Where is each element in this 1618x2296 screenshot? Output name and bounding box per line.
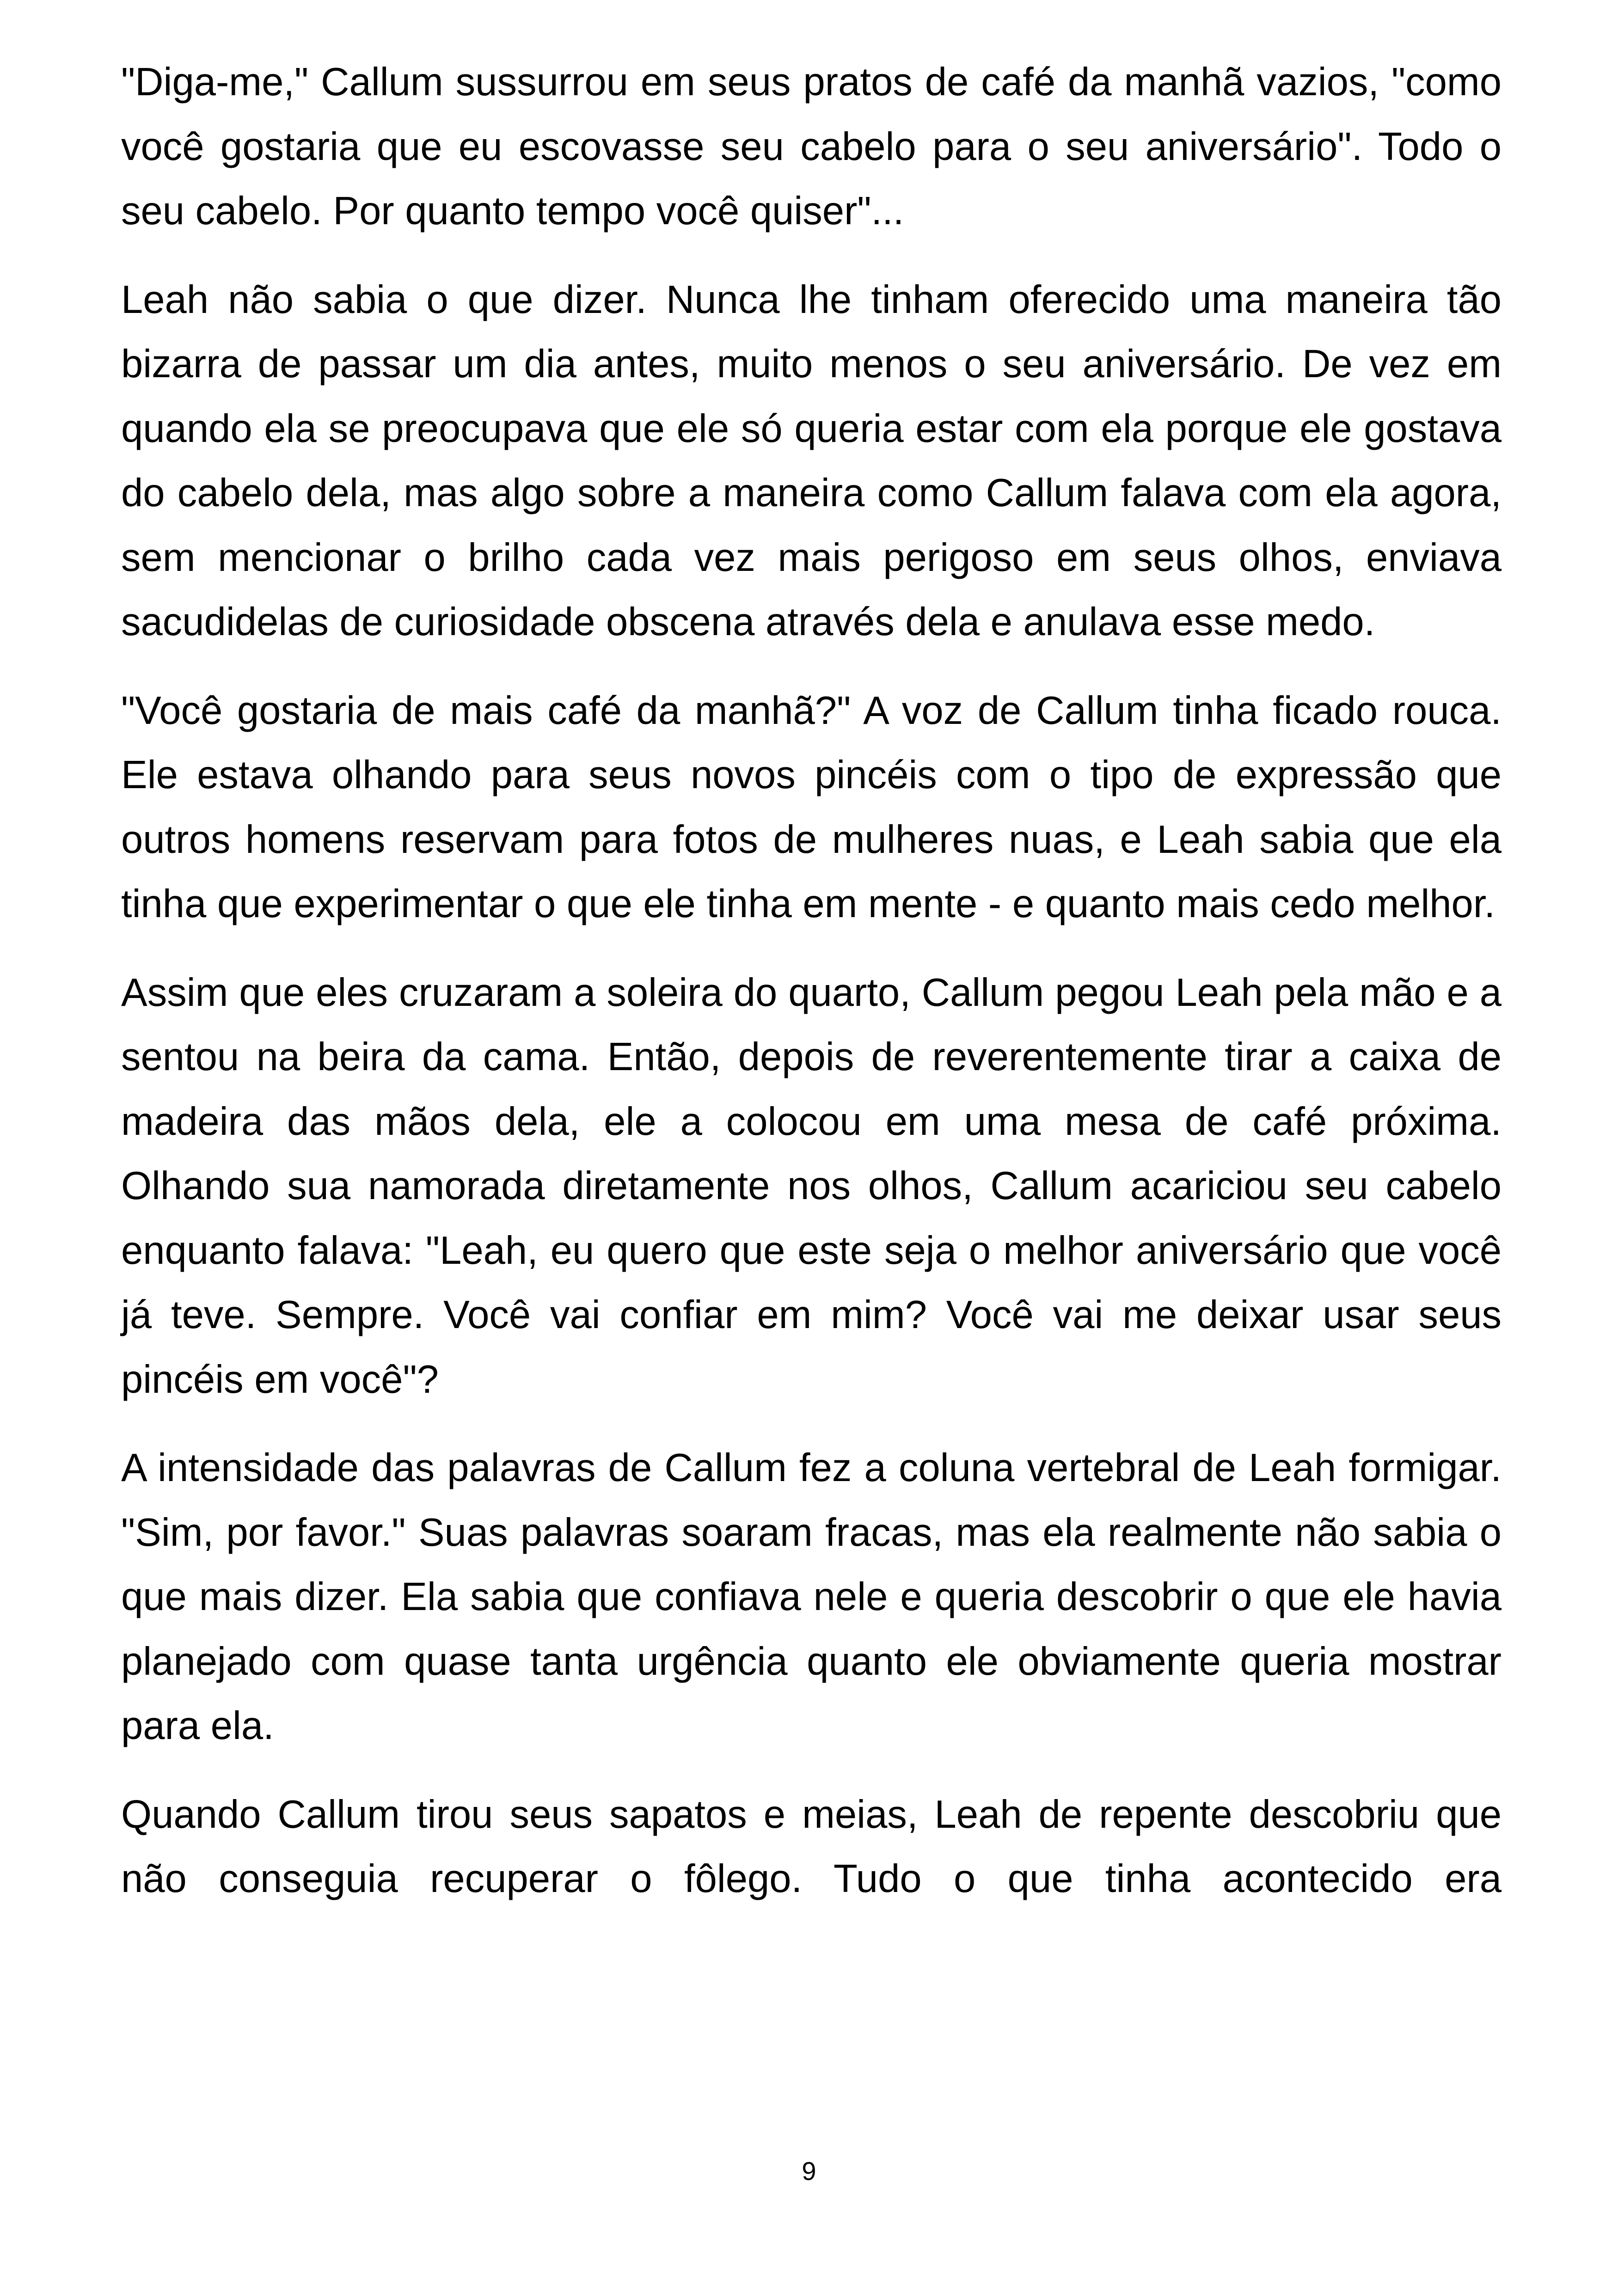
- body-text: [121, 50, 1502, 1935]
- page-number: 9: [802, 2156, 816, 2186]
- paragraph-4: Assim que eles cruzaram a soleira do quarto, Callum pegou Leah pela mão e a sentou na beira da cama. Então, depois de reverentemente tirar a caixa de madeira das mãos dela, ele a colocou em uma mesa de café próxima. Olhando sua namorada diretamente nos olhos, Callum acariciou seu cabelo enquanto falava: "Leah, eu quero que este seja o melhor aniversário que você já teve. Sempre. Você vai confiar em mim? Você vai me deixar usar seus pincéis em você"?: [121, 970, 1502, 1402]
- paragraph-1: "Diga-me," Callum sussurrou em seus pratos de café da manhã vazios, "como você gostaria que eu escovasse seu cabelo para o seu aniversário". Todo o seu cabelo. Por quanto tempo você quiser"...: [121, 60, 1502, 233]
- paragraph-2: Leah não sabia o que dizer. Nunca lhe tinham oferecido uma maneira tão bizarra de passar um dia antes, muito menos o seu aniversário. De vez em quando ela se preocupava que ele só queria estar com ela porque ele gostava do cabelo dela, mas algo sobre a maneira como Callum falava com ela agora, sem mencionar o brilho cada vez mais perigoso em seus olhos, enviava sacudidelas de curiosidade obscena através dela e anulava esse medo.: [121, 277, 1502, 644]
- paragraph-5: A intensidade das palavras de Callum fez a coluna vertebral de Leah formigar. "Sim, por favor." Suas palavras soaram fracas, mas ela realmente não sabia o que mais dizer. Ela sabia que confiava nele e queria descobrir o que ele havia planejado com quase tanta urgência quanto ele obviamente queria mostrar para ela.: [121, 1446, 1502, 1748]
- paragraph-6: Quando Callum tirou seus sapatos e meias, Leah de repente descobriu que não conseguia recuperar o fôlego. Tudo o que tinha acontecido era: [121, 1792, 1502, 1901]
- paragraph-3: "Você gostaria de mais café da manhã?" A voz de Callum tinha ficado rouca. Ele estava olhando para seus novos pincéis com o tipo de expressão que outros homens reservam para fotos de mulheres nuas, e Leah sabia que ela tinha que experimentar o que ele tinha em mente - e quanto mais cedo melhor.: [121, 688, 1502, 926]
